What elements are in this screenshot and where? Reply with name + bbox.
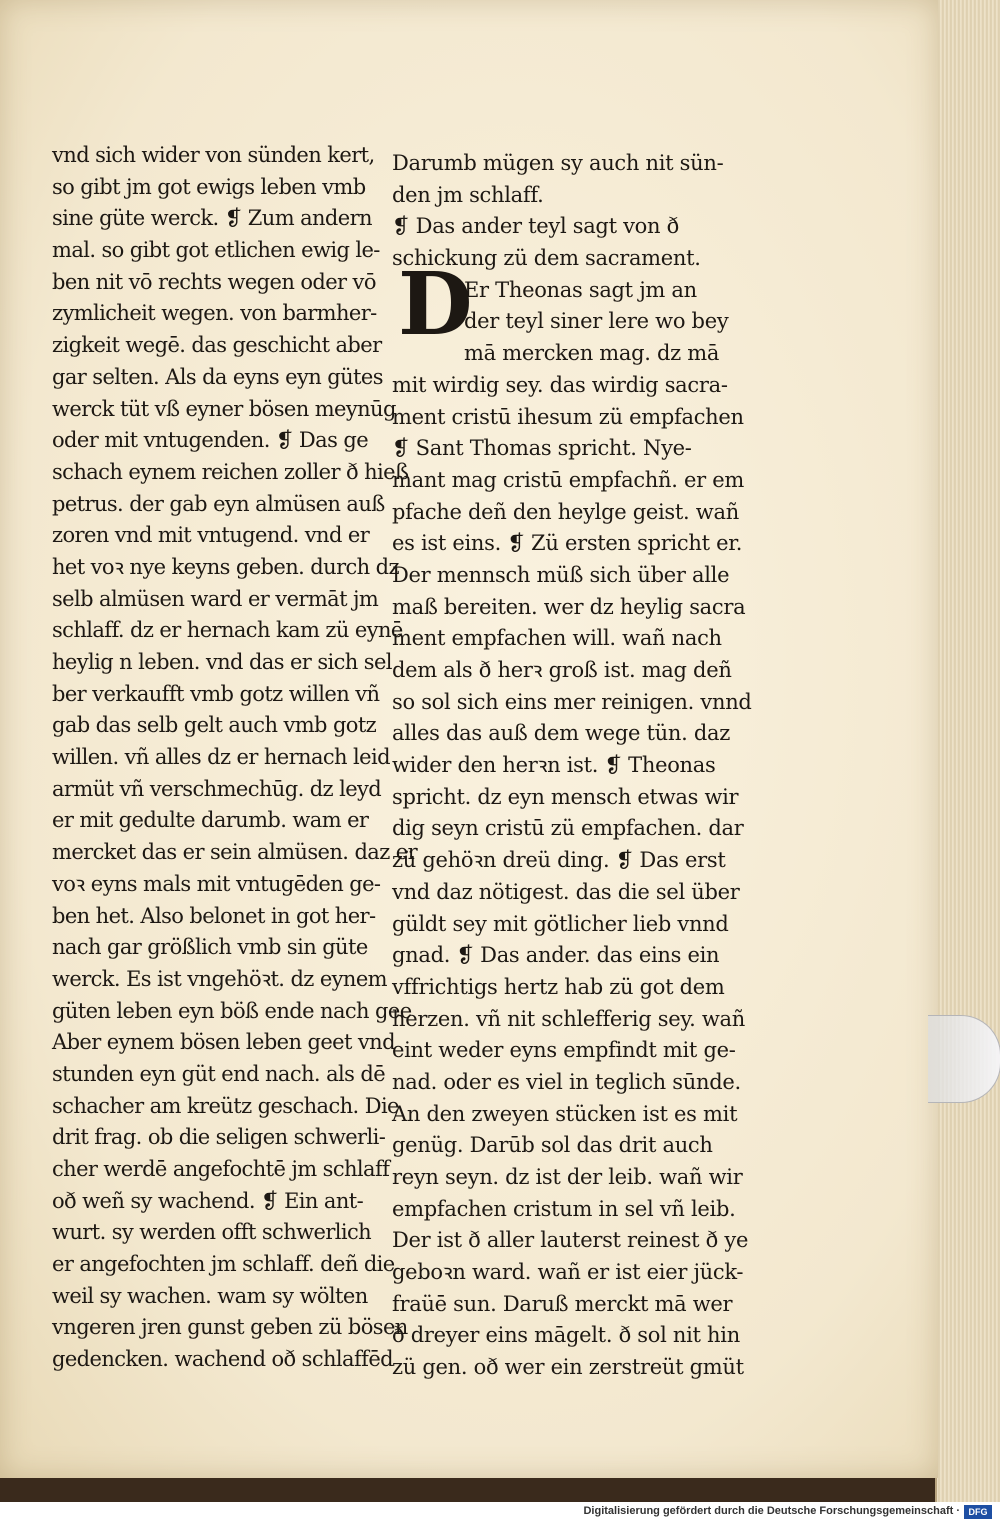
text-line: oð weñ sy wachend. ❡ Ein ant-	[52, 1188, 364, 1213]
text-line: herzen. vñ nit schlefferig sey. wañ	[392, 1006, 745, 1031]
text-line: drit frag. ob die seligen schwerli-	[52, 1125, 386, 1150]
right-column-body-text	[392, 370, 752, 1384]
text-line: ❡ Sant Thomas spricht. Nye-	[392, 436, 692, 461]
text-line: wurt. sy werden offt schwerlich	[52, 1220, 372, 1245]
text-line: petrus. der gab eyn almüsen auß	[52, 491, 385, 516]
text-line: ben nit vō rechts wegen oder vō	[52, 269, 376, 294]
text-line: zoren vnd mit vntugend. vnd er	[52, 523, 370, 548]
bookmark-clip	[928, 1015, 1000, 1103]
text-line: es ist eins. ❡ Zü ersten spricht er.	[392, 531, 743, 556]
text-line: gnad. ❡ Das ander. das eins ein	[392, 943, 720, 968]
text-line: cher werdē angefochtē jm schlaff	[52, 1157, 390, 1181]
text-line: sine güte werck. ❡ Zum andern	[52, 206, 372, 231]
text-line: vnd sich wider von sünden kert,	[52, 143, 375, 167]
text-line: Aber eynem bösen leben geet vnd	[52, 1030, 395, 1055]
text-line: maß bereiten. wer dz heylig sacra	[392, 594, 746, 619]
text-line: weil sy wachen. wam sy wölten	[52, 1283, 368, 1308]
text-line: mant mag cristū empfachñ. er em	[392, 467, 744, 492]
text-line: An den zweyen stücken ist es mit	[392, 1101, 738, 1126]
text-line: mit wirdig sey. das wirdig sacra-	[392, 372, 728, 397]
text-line: schlaff. dz er hernach kam zü eynē	[52, 618, 403, 643]
text-line: mā mercken mag. dz mā	[464, 341, 720, 366]
text-line: ð dreyer eins māgelt. ð sol nit hin	[392, 1323, 740, 1348]
text-line: mal. so gibt got etlichen ewig le-	[52, 238, 380, 263]
text-column-right	[392, 148, 752, 1384]
text-line: zymlicheit wegen. von barmher-	[52, 301, 377, 326]
drop-initial: D	[398, 254, 473, 355]
text-line: het voꝛ nye keyns geben. durch dz	[52, 554, 399, 579]
text-line: dig seyn cristū zü empfachen. dar	[392, 816, 744, 841]
text-line: spricht. dz eyn mensch etwas wir	[392, 784, 739, 809]
text-line: armüt vñ verschmechūg. dz leyd	[52, 776, 382, 801]
page-edges	[935, 0, 1000, 1502]
text-line: nad. oder es viel in teglich sūnde.	[392, 1069, 741, 1094]
text-line: pfache deñ den heylge geist. wañ	[392, 499, 739, 524]
text-line: Der mennsch müß sich über alle	[392, 562, 730, 587]
text-line: geboꝛn ward. wañ er ist eier jück-	[392, 1260, 744, 1285]
text-line: gar selten. Als da eyns eyn gütes	[52, 364, 383, 389]
text-line: Er Theonas sagt jm an	[464, 277, 697, 302]
text-line: vngeren jren gunst geben zü bösen	[52, 1315, 408, 1340]
text-line: schacher am kreütz geschach. Die	[52, 1093, 399, 1118]
text-line: heylig n leben. vnd das er sich sel	[52, 650, 392, 674]
text-line: gab das selb gelt auch vmb gotz	[52, 713, 377, 738]
text-line: zü gen. oð wer ein zerstreüt gmüt	[392, 1355, 744, 1380]
text-line: ment empfachen will. wañ nach	[392, 626, 722, 651]
text-line: ment cristū ihesum zü empfachen	[392, 404, 744, 429]
text-line: oder mit vntugenden. ❡ Das ge	[52, 428, 369, 453]
text-line: den jm schlaff.	[392, 182, 544, 207]
text-line: ber verkaufft vmb gotz willen vñ	[52, 681, 380, 706]
text-line: schach eynem reichen zoller ð hieß	[52, 459, 409, 484]
text-line: so sol sich eins mer reinigen. vnnd	[392, 689, 752, 714]
text-line: vnd daz nötigest. das die sel über	[392, 879, 740, 904]
text-line: empfachen cristum in sel vñ leib.	[392, 1196, 736, 1221]
text-line: schickung zü dem sacrament.	[392, 246, 701, 271]
text-line: fraüē sun. Daruß merckt mā wer	[392, 1291, 733, 1316]
text-line: zü gehöꝛn dreü ding. ❡ Das erst	[392, 848, 726, 873]
text-line: dem als ð herꝛ groß ist. mag deñ	[392, 658, 732, 682]
text-line: nach gar größlich vmb sin güte	[52, 935, 368, 960]
text-line: werck tüt vß eyner bösen meynūg	[52, 396, 396, 421]
text-line: zigkeit wegē. das geschicht aber	[52, 333, 382, 358]
text-line: vffrichtigs hertz hab zü got dem	[392, 974, 725, 999]
footer-bar	[0, 1502, 1000, 1523]
text-line: wider den herꝛn ist. ❡ Theonas	[392, 753, 716, 778]
text-line: ❡ Das ander teyl sagt von ð	[392, 214, 679, 239]
text-line: stunden eyn güt end nach. als dē	[52, 1061, 386, 1086]
text-line: eint weder eyns empfindt mit ge-	[392, 1038, 736, 1063]
text-line: werck. Es ist vngehöꝛt. dz eynem	[52, 966, 387, 991]
text-line: willen. vñ alles dz er hernach leid	[52, 745, 390, 770]
text-line: Der ist ð aller lauterst reinest ð ye	[392, 1228, 749, 1253]
text-column-left	[52, 140, 418, 1376]
text-line: der teyl siner lere wo bey	[464, 309, 729, 334]
text-line: Darumb mügen sy auch nit sün-	[392, 151, 724, 175]
text-line: güten leben eyn böß ende nach gee	[52, 998, 412, 1023]
text-line: er mit gedulte darumb. wam er	[52, 808, 369, 833]
text-line: gedencken. wachend oð schlaffēd	[52, 1347, 393, 1372]
text-line: reyn seyn. dz ist der leib. wañ wir	[392, 1165, 743, 1189]
text-line: güldt sey mit götlicher lieb vnnd	[392, 911, 729, 936]
text-line: alles das auß dem wege tün. daz	[392, 721, 730, 746]
text-line: voꝛ eyns mals mit vntugēden ge-	[52, 871, 381, 896]
text-line: ben het. Also belonet in got her-	[52, 903, 376, 928]
text-line: er angefochten jm schlaff. deñ die	[52, 1252, 395, 1277]
text-line: so gibt jm got ewigs leben vmb	[52, 174, 366, 199]
text-line: genüg. Darūb sol das drit auch	[392, 1133, 713, 1158]
footer-credit: Digitalisierung gefördert durch die Deutsche Forschungsgemeinschaft ·	[583, 1505, 960, 1517]
dfg-logo: DFG	[964, 1505, 992, 1519]
text-line: selb almüsen ward er vermāt jm	[52, 586, 379, 611]
text-line: mercket das er sein almüsen. daz er	[52, 840, 418, 865]
